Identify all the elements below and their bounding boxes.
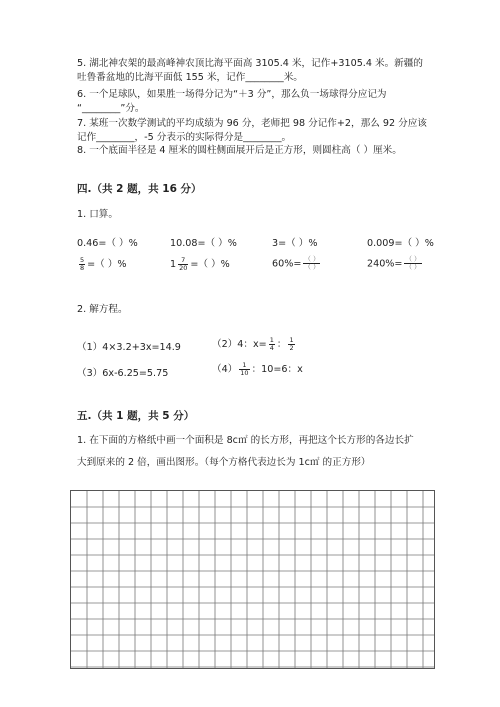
oral-item-4: 0.009=（ ）% — [367, 238, 434, 249]
section-4-title: 四.（共 2 题，共 16 分） — [77, 183, 202, 195]
grid-question-line2: 大到原来的 2 倍，画出图形。（每个方格代表边长为 1c㎡ 的正方形） — [77, 457, 371, 468]
blank-fraction: $\frac{( )}{( )}$ — [304, 255, 320, 271]
oral-item-3: 3=（ ）% — [272, 238, 318, 249]
question-7-line1: 7. 某班一次数学测试的平均成绩为 96 分，老师把 98 分记作+2，那么 92 分应该 — [77, 118, 427, 129]
grid-question-line1: 1. 在下面的方格纸中画一个面积是 8c㎡ 的长方形，再把这个长方形的各边长扩 — [77, 435, 414, 446]
question-7-line2: 记作________，-5 分表示的实际得分是________。 — [77, 132, 292, 143]
equation-2: （2）4：x= $\frac{1}{4}$ ： $\frac{1}{2}$ — [212, 335, 294, 352]
oral-item-1: 0.46=（ ）% — [77, 238, 138, 249]
question-6-line2: “________”分。 — [77, 103, 145, 114]
question-5-line2: 吐鲁番盆地的比海平面低 155 米，记作________米。 — [77, 72, 303, 83]
fraction: $\frac{1}{4}$ — [269, 335, 274, 352]
question-5-line1: 5. 湖北神农架的最高峰神农顶比海平面高 3105.4 米，记作+3105.4 米。新疆的 — [77, 58, 423, 69]
oral-item-2: 10.08=（ ）% — [170, 238, 237, 249]
question-8-line1: 8. 一个底面半径是 4 厘米的圆柱侧面展开后是正方形，则圆柱高（ ）厘米。 — [77, 145, 402, 156]
fraction: $\frac{5}{8}$ — [80, 255, 85, 272]
question-7 — [77, 117, 427, 145]
square-grid-paper[interactable] — [70, 490, 435, 669]
oral-calc-label: 1. 口算。 — [77, 209, 118, 220]
question-8 — [77, 144, 402, 158]
oral-item-7: 60%= $\frac{( )}{( )}$ — [272, 255, 320, 271]
fraction: $\frac{1}{2}$ — [289, 335, 294, 352]
blank-fraction: $\frac{( )}{( )}$ — [405, 255, 421, 271]
fraction: $\frac{7}{20}$ — [179, 255, 188, 272]
equation-4: （4） $\frac{1}{10}$ ：10=6：x — [212, 360, 303, 377]
oral-item-8: 240%= $\frac{( )}{( )}$ — [367, 255, 421, 271]
question-5 — [77, 57, 423, 85]
oral-item-6: 1 $\frac{7}{20}$ =（ ）% — [170, 255, 230, 272]
fraction: $\frac{1}{10}$ — [240, 360, 249, 377]
grid-question — [77, 430, 414, 474]
question-6 — [77, 88, 387, 116]
oral-item-5: $\frac{5}{8}$ =（ ）% — [80, 255, 127, 272]
grid-lines — [71, 491, 434, 668]
equation-3: （3）6x-6.25=5.75 — [77, 368, 169, 379]
question-6-line1: 6. 一个足球队，如果胜一场得分记为“＋3 分”，那么负一场球得分应记为 — [77, 89, 387, 100]
equation-1: （1）4×3.2+3x=14.9 — [77, 342, 181, 353]
section-5-title: 五.（共 1 题，共 5 分） — [77, 410, 195, 422]
equation-label: 2. 解方程。 — [77, 304, 128, 315]
